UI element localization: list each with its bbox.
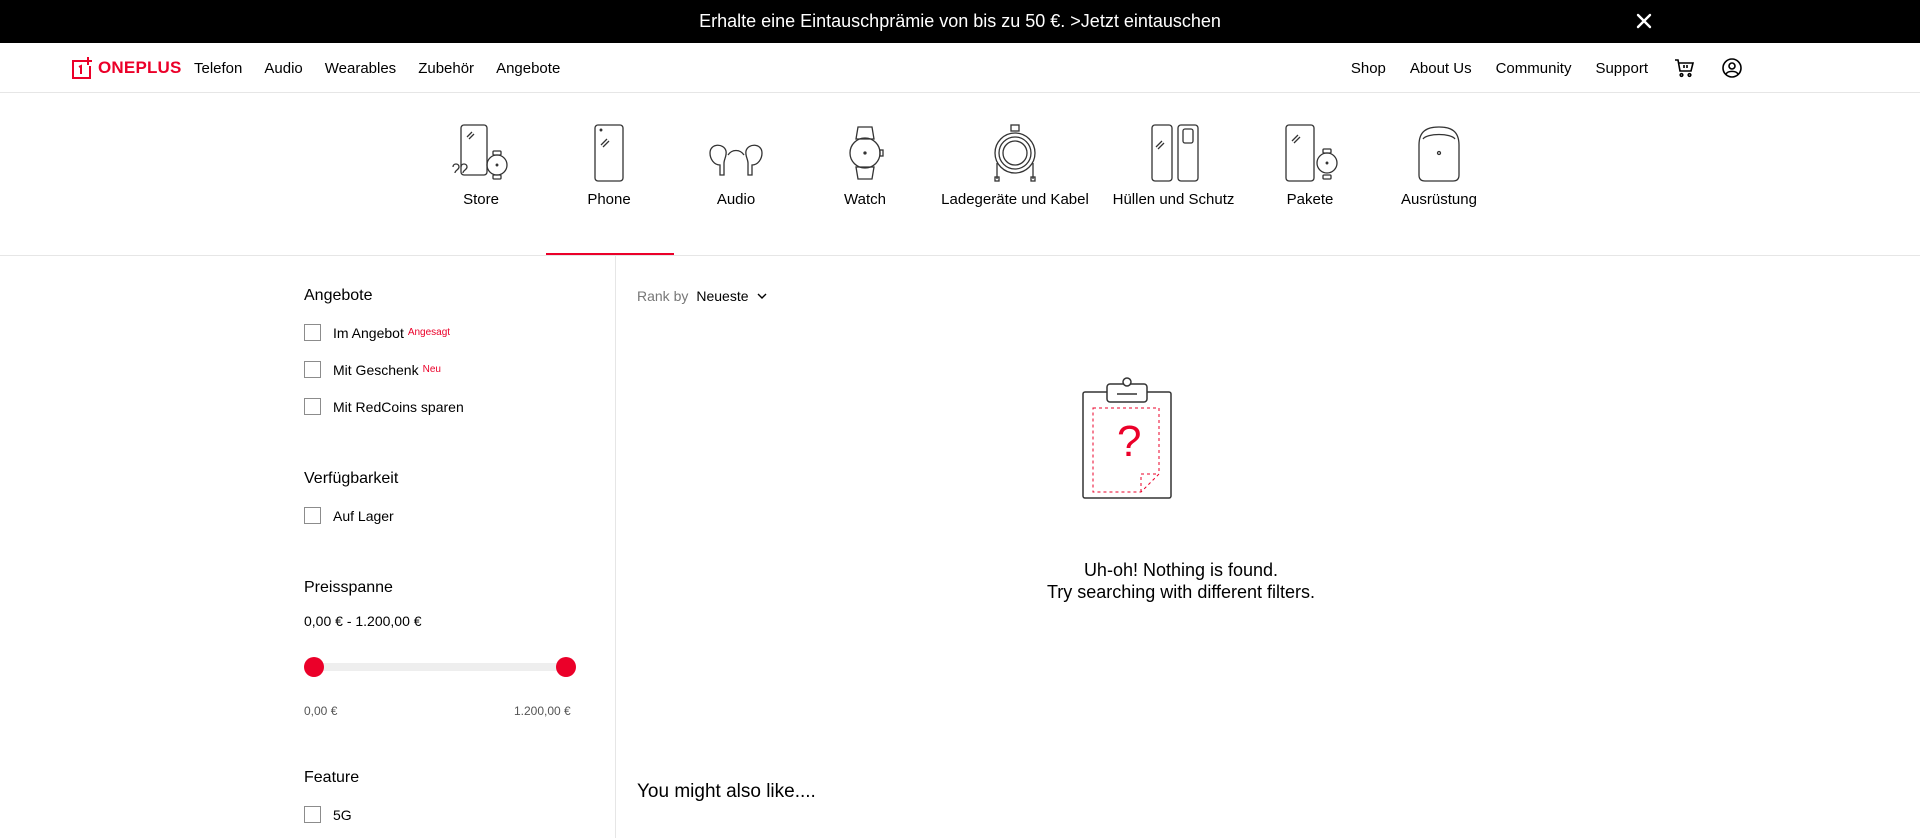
nav-angebote[interactable]: Angebote xyxy=(496,59,561,77)
nav-support[interactable]: Support xyxy=(1595,59,1648,77)
active-category-indicator xyxy=(546,253,674,255)
cable-icon xyxy=(983,123,1047,183)
main-nav xyxy=(0,43,1920,93)
clipboard-question-icon xyxy=(1079,374,1175,502)
checkbox[interactable] xyxy=(304,324,321,341)
nav-shop[interactable]: Shop xyxy=(1350,59,1386,77)
filter-title-feature: Feature xyxy=(304,769,360,786)
category-label: Watch xyxy=(844,191,886,208)
empty-state-line-2: Try searching with different filters. xyxy=(1046,582,1316,602)
checkbox[interactable] xyxy=(304,507,321,524)
nav-audio[interactable]: Audio xyxy=(264,59,303,77)
category-cables[interactable] xyxy=(940,123,1090,208)
empty-state-illustration xyxy=(1079,374,1175,507)
checkbox[interactable] xyxy=(304,361,321,378)
category-label: Ladegeräte und Kabel xyxy=(941,191,1089,208)
filter-title-availability: Verfügbarkeit xyxy=(304,470,399,487)
store-icon xyxy=(449,123,513,183)
promo-text[interactable]: Erhalte eine Eintauschprämie von bis zu 50 €. >Jetzt eintauschen xyxy=(699,11,1221,31)
badge-new: Neu xyxy=(422,364,441,375)
category-label: Phone xyxy=(587,191,631,208)
chevron-down-icon xyxy=(755,289,769,303)
category-watch[interactable] xyxy=(830,123,900,208)
nav-about-us[interactable]: About Us xyxy=(1409,59,1472,77)
price-range-text: 0,00 € - 1.200,00 € xyxy=(304,613,422,629)
category-cases[interactable] xyxy=(1111,123,1236,208)
nav-right xyxy=(1351,43,1744,93)
category-audio[interactable] xyxy=(701,123,771,208)
checkbox[interactable] xyxy=(304,398,321,415)
backpack-icon xyxy=(1407,123,1471,183)
svg-text:?: ? xyxy=(1117,417,1142,466)
nav-left xyxy=(194,43,560,93)
badge-trending: Angesagt xyxy=(407,327,451,338)
category-label: Audio xyxy=(716,191,756,208)
filter-option-label: Im Angebot xyxy=(333,324,404,341)
case-icon xyxy=(1142,123,1206,183)
account-icon[interactable] xyxy=(1720,56,1744,80)
category-strip xyxy=(0,93,1920,256)
recommendations-title: You might also like.... xyxy=(637,781,816,802)
checkbox[interactable] xyxy=(304,806,321,823)
oneplus-logo[interactable] xyxy=(72,56,182,80)
category-store[interactable] xyxy=(446,123,516,208)
sort-label: Rank by xyxy=(637,288,689,304)
oneplus-logo-text: ONEPLUS xyxy=(98,58,182,77)
price-min-label: 0,00 € xyxy=(304,704,338,718)
category-gear[interactable] xyxy=(1396,123,1482,208)
phone-icon xyxy=(577,123,641,183)
filter-option-on-sale[interactable] xyxy=(304,324,450,341)
category-label: Ausrüstung xyxy=(1401,191,1477,208)
category-label: Pakete xyxy=(1286,191,1334,208)
category-label: Store xyxy=(463,191,499,208)
filter-option-label: Auf Lager xyxy=(333,507,394,524)
filter-option-label: Mit Geschenk xyxy=(333,361,419,378)
price-slider-max-handle[interactable] xyxy=(556,657,576,677)
nav-telefon[interactable]: Telefon xyxy=(194,59,243,77)
category-phone[interactable] xyxy=(574,123,644,208)
empty-state-message xyxy=(917,559,1445,603)
product-results xyxy=(617,256,1920,838)
filter-option-label: 5G xyxy=(333,806,352,823)
price-slider-min-handle[interactable] xyxy=(304,657,324,677)
price-max-label: 1.200,00 € xyxy=(514,704,571,718)
category-label: Hüllen und Schutz xyxy=(1112,191,1235,208)
earbuds-icon xyxy=(704,123,768,183)
filter-title-price: Preisspanne xyxy=(304,579,393,596)
nav-zubehoer[interactable]: Zubehör xyxy=(418,59,475,77)
promo-banner xyxy=(0,0,1920,43)
filter-option-in-stock[interactable] xyxy=(304,507,394,524)
filter-sidebar xyxy=(0,256,616,838)
watch-icon xyxy=(833,123,897,183)
sort-dropdown[interactable] xyxy=(696,288,768,304)
nav-wearables[interactable]: Wearables xyxy=(324,59,397,77)
sort-control xyxy=(637,288,769,304)
price-slider-track[interactable] xyxy=(314,663,566,671)
oneplus-logo-mark xyxy=(72,56,94,80)
filter-title-offers: Angebote xyxy=(304,287,373,304)
nav-community[interactable]: Community xyxy=(1495,59,1572,77)
category-bundles[interactable] xyxy=(1275,123,1345,208)
filter-option-with-gift[interactable] xyxy=(304,361,441,378)
close-icon[interactable] xyxy=(1632,9,1656,33)
filter-option-5g[interactable] xyxy=(304,806,352,823)
filter-option-redcoins[interactable] xyxy=(304,398,464,415)
filter-option-label: Mit RedCoins sparen xyxy=(333,398,464,415)
bundle-icon xyxy=(1278,123,1342,183)
sort-value: Neueste xyxy=(696,288,749,304)
empty-state-line-1: Uh-oh! Nothing is found. xyxy=(1083,560,1279,580)
cart-icon[interactable] xyxy=(1672,56,1696,80)
